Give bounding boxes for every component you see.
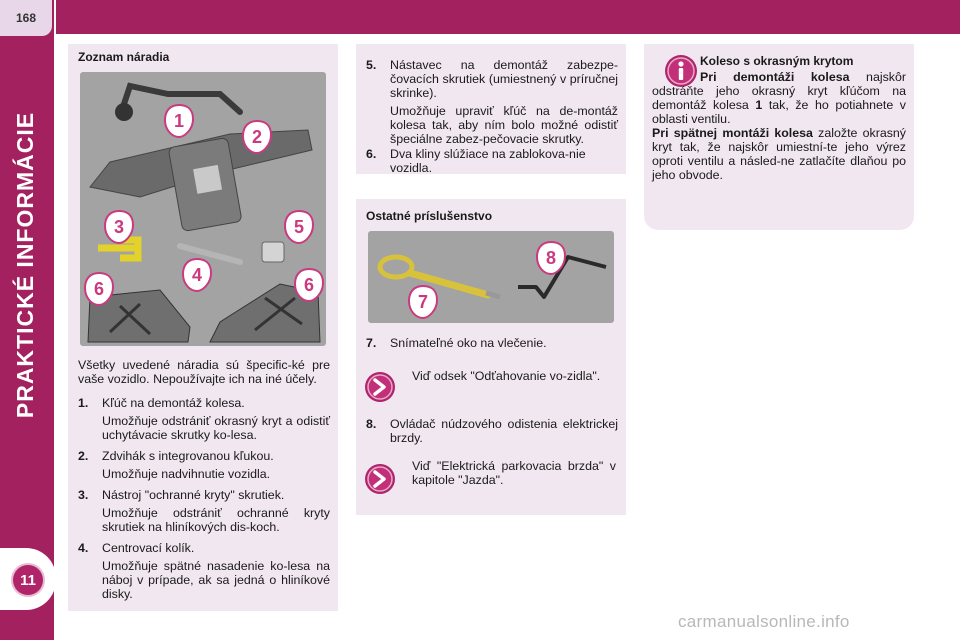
info-paragraph-1: Pri demontáži kolesa najskôr odstráňte jeho okrasný kryt kľúčom na demontáž kolesa 1 tak, že ho potiahnete v oblasti ventilu. <box>652 70 906 126</box>
label-badge <box>294 268 324 302</box>
label-4: 4 <box>191 265 203 285</box>
see-reference-icon <box>364 371 396 403</box>
list-item: 4. Centrovací kolík. <box>78 541 195 555</box>
list-item-desc: Umožňuje nadvihnutie vozidla. <box>102 467 271 481</box>
tools-cont-panel <box>356 44 626 174</box>
list-item: 2. Zdvihák s integrovanou kľukou. <box>78 449 274 463</box>
list-item: 8. Ovládač núdzového odistenia elektrickej brzdy. <box>366 417 618 445</box>
accessories-photo <box>368 231 614 323</box>
tools-photo <box>80 72 326 346</box>
label-7: 7 <box>417 292 429 312</box>
list-item: 6. Dva kliny slúžiace na zablokova-nie vozidla. <box>366 147 586 175</box>
label-badge <box>242 120 272 154</box>
chapter-number-badge: 11 <box>13 565 43 595</box>
label-5: 5 <box>293 217 305 237</box>
label-badge <box>182 258 212 292</box>
tools-illustration <box>80 72 326 346</box>
info-heading: Koleso s okrasným krytom <box>700 54 854 68</box>
see-reference-icon <box>364 463 396 495</box>
list-item-desc: Umožňuje upraviť kľúč na de-montáž kolesa tak, aby ním bolo možné odistiť špeciálne zabez-pečovacie skrutky. <box>390 104 618 146</box>
list-item: 5. Nástavec na demontáž zabezpe-čovacích skrutiek (umiestnený v príručnej skrinke). <box>366 58 618 100</box>
list-item: 1. Kľúč na demontáž kolesa. <box>78 396 245 410</box>
watermark: carmanualsonline.info <box>678 612 850 631</box>
top-bar <box>56 0 960 34</box>
list-item-desc: Umožňuje spätné nasadenie ko-lesa na náboj v prípade, ak sa jedná o hliníkové disky. <box>102 559 330 601</box>
page-number: 168 <box>0 0 52 36</box>
accessories-illustration <box>368 231 614 323</box>
list-item: 7. Snímateľné oko na vlečenie. <box>366 336 547 350</box>
label-6b: 6 <box>303 275 315 295</box>
info-box <box>644 44 914 230</box>
label-2: 2 <box>251 127 263 147</box>
reference-text: Viď odsek "Odťahovanie vo-zidla". <box>412 369 601 383</box>
info-paragraph-2: Pri spätnej montáži kolesa založte okrasný kryt tak, že najskôr umiestní-te jeho výrez oproti ventilu a násled-ne zatlačíte dlaňou po jeho obvode. <box>652 126 907 182</box>
label-badge <box>284 210 314 244</box>
label-badge <box>408 285 438 319</box>
label-1: 1 <box>173 111 185 131</box>
list-item-desc: Umožňuje odstrániť okrasný kryt a odistiť uchytávacie skrutky ko-lesa. <box>102 414 330 442</box>
label-badge <box>536 241 566 275</box>
tools-heading: Zoznam náradia <box>78 50 170 64</box>
tools-panel <box>68 44 338 611</box>
label-badge <box>104 210 134 244</box>
reference-text: Viď "Elektrická parkovacia brzda" v kapitole "Jazda". <box>412 459 616 487</box>
label-8: 8 <box>545 248 557 268</box>
accessories-panel <box>356 199 626 515</box>
list-item: 3. Nástroj "ochranné kryty" skrutiek. <box>78 488 285 502</box>
label-badge <box>164 104 194 138</box>
label-badge <box>84 272 114 306</box>
label-3: 3 <box>113 217 125 237</box>
label-6a: 6 <box>93 279 105 299</box>
accessories-heading: Ostatné príslušenstvo <box>366 209 493 223</box>
tools-intro: Všetky uvedené náradia sú špecific-ké pre vaše vozidlo. Nepoužívajte ich na iné účely. <box>78 358 330 386</box>
chapter-title: PRAKTICKÉ INFORMÁCIE <box>12 111 38 419</box>
list-item-desc: Umožňuje odstrániť ochranné kryty skrutiek na hliníkových dis-koch. <box>102 506 330 534</box>
tools-list <box>68 396 330 601</box>
